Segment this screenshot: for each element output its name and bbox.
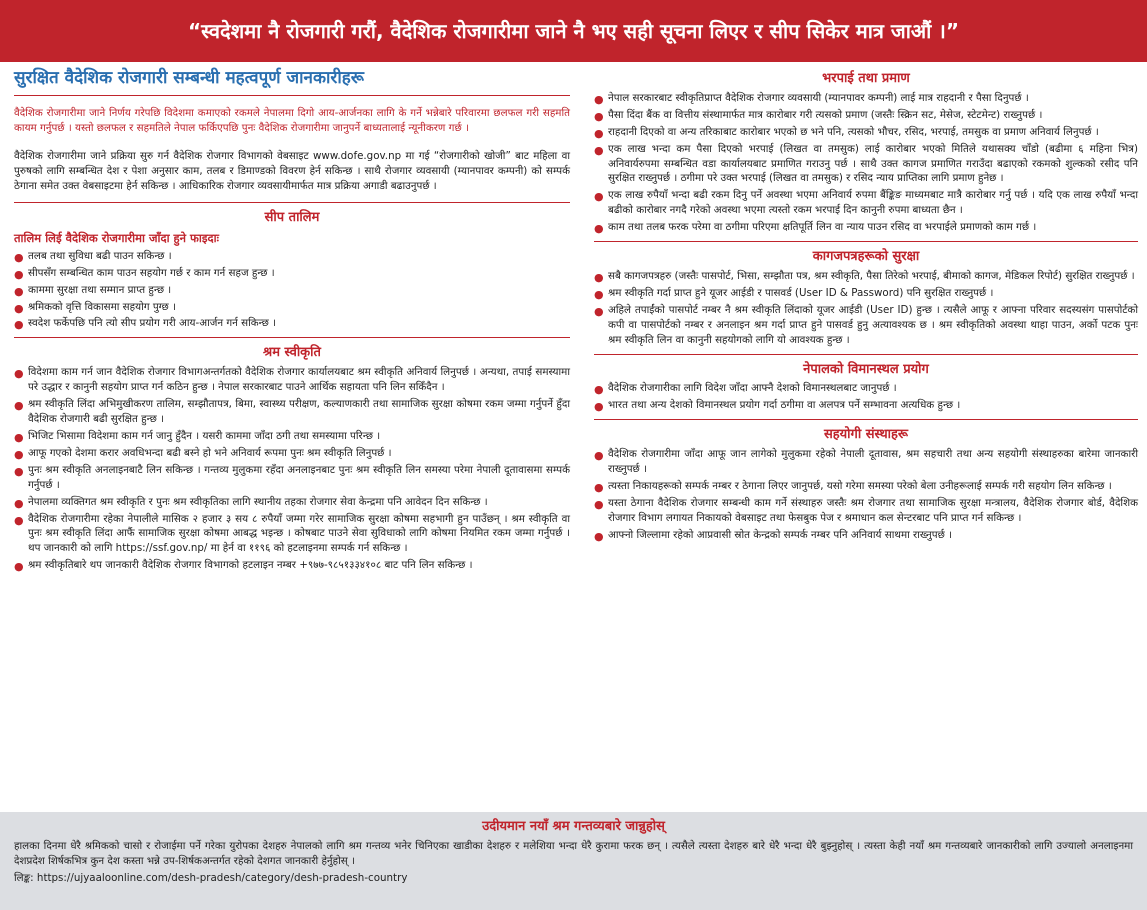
list-item <box>14 446 570 461</box>
list-item-text: सबै कागजपत्रहरु (जस्तैः पासपोर्ट, भिसा, सम्झौता पत्र, श्रम स्वीकृति, पैसा तिरेको भरपाई, बीमाको कागज, मेडिकल रिपोर्ट) सुरक्षित राख्नुपर्छ । <box>608 269 1135 282</box>
list-item <box>14 429 570 444</box>
bullet-icon: ● <box>14 301 24 315</box>
bullet-icon: ● <box>594 304 604 318</box>
support-list <box>594 447 1138 543</box>
list-item-text: यस्ता ठेगाना वैदेशिक रोजगार सम्बन्धी काम गर्ने संस्थाहरु जस्तैः श्रम रोजगार तथा सामाजिक सुरक्षा मन्त्रालय, वैदेशिक रोजगार बोर्ड, वैदेशिक रोजगार विभाग लगायत निकायको वेबसाइट तथा फेसबुक पेज र श्रमाधान कल सेन्टरबाट पनि प्राप्त गर्न सकिन्छ । <box>608 496 1138 524</box>
list-item-text: भिजिट भिसामा विदेशमा काम गर्न जानु हुँदैन । यसरी काममा जाँदा ठगी तथा समस्यामा परिन्छ । <box>28 429 381 442</box>
list-item <box>594 125 1138 140</box>
list-item <box>14 463 570 493</box>
airport-section-title: नेपालको विमानस्थल प्रयोग <box>803 361 929 377</box>
list-item <box>594 303 1138 348</box>
list-item-text: वैदेशिक रोजगारीमा जाँदा आफू जान लागेको मुलुकमा रहेको नेपाली दूतावास, श्रम सहचारी तथा अन्य सहयोगी संस्थाहरुका बारेमा जानकारी राख्नुपर्छ । <box>608 448 1138 476</box>
bullet-icon: ● <box>594 190 604 204</box>
list-item-text: अहिले तपाईंको पासपोर्ट नम्बर नै श्रम स्वीकृति लिंदाको यूजर आईडी (User ID) हुन्छ । त्यसैले आफू र आफ्ना परिवार सदस्यसंग पासपोर्टको कपी वा पासपोर्टको नम्बर र अनलाइन श्रम गर्दा प्राप्त हुने पासवर्ड हुनु अत्यावश्यक छ । श्रम स्वीकृतिको अवस्था थाहा पाउन, अर्को पटक पुनः श्रम स्वीकृति लिन वा कानुनी सहयोगको लागि यो आवश्यक हुन्छ । <box>608 303 1138 346</box>
bullet-icon: ● <box>14 464 24 478</box>
list-item-text: सीपसँग सम्बन्धित काम पाउन सहयोग गर्छ र काम गर्न सहज हुन्छ । <box>28 266 275 279</box>
list-item <box>14 300 570 315</box>
list-item-text: श्रम स्वीकृति लिंदा अभिमुखीकरण तालिम, सम्झौतापत्र, बिमा, स्वास्थ्य परीक्षण, कल्याणकारी तथा सामाजिक सुरक्षा कोषमा रकम जम्मा गर्नुपर्ने हुँदा वैदेशिक रोजगारी बढी सुरक्षित हुन्छ । <box>28 398 570 425</box>
bottom-info-box <box>0 812 1147 910</box>
list-item-text: नेपालमा व्यक्तिगत श्रम स्वीकृति र पुनः श्रम स्वीकृतिका लागि स्थानीय तहका रोजगार सेवा केन्द्रमा पनि आवेदन दिन सकिन्छ । <box>28 495 488 508</box>
docs-section-title: कागजपत्रहरूको सुरक्षा <box>812 249 920 265</box>
list-item <box>594 108 1138 123</box>
top-banner <box>0 0 1147 62</box>
section-divider <box>14 202 570 203</box>
list-item <box>594 496 1138 526</box>
list-item <box>14 512 570 557</box>
bullet-icon: ● <box>594 92 604 106</box>
list-item <box>14 495 570 510</box>
section-divider <box>594 419 1138 420</box>
bullet-icon: ● <box>14 496 24 510</box>
section-divider <box>594 241 1138 242</box>
list-item <box>594 269 1138 284</box>
section-divider <box>14 337 570 338</box>
list-item <box>594 188 1138 218</box>
title-divider <box>14 95 570 96</box>
list-item-text: विदेशमा काम गर्न जान वैदेशिक रोजगार विभागअन्तर्गतको वैदेशिक रोजगार कार्यालयबाट श्रम स्वीकृति अनिवार्य लिनुपर्छ । अन्यथा, तपाई समस्यामा परे उद्धार र कानुनी सहयोग प्राप्त गर्न कठिन हुन्छ । नेपाल सरकारबाट पाउने आर्थिक सहायता पनि लिन सकिँदैन । <box>28 366 570 394</box>
banner-text: “स्वदेशमा नै रोजगारी गरौं, वैदेशिक रोजगारीमा जाने नै भए सही सूचना लिएर र सीप सिकेर मात्र जाऔं ।” <box>187 18 960 43</box>
bullet-icon: ● <box>594 480 604 494</box>
bullet-icon: ● <box>14 447 24 461</box>
bullet-icon: ● <box>594 287 604 301</box>
skill-section-title: सीप तालिम <box>264 210 320 226</box>
bullet-icon: ● <box>594 383 604 397</box>
skill-list <box>14 249 570 332</box>
list-item <box>594 91 1138 106</box>
bullet-icon: ● <box>594 222 604 236</box>
permit-section-title: श्रम स्वीकृति <box>263 345 321 361</box>
list-item-text: श्रमिकको वृत्ति विकासमा सहयोग पुग्छ । <box>28 300 176 313</box>
list-item <box>14 249 570 264</box>
list-item <box>594 286 1138 301</box>
list-item <box>14 316 570 331</box>
list-item <box>14 558 570 573</box>
list-item-text: पुनः श्रम स्वीकृति अनलाइनबाटै लिन सकिन्छ । गन्तव्य मुलुकमा रहँदा अनलाइनबाट पुनः श्रम स्वीकृति लिन समस्या परेमा नेपाली दूतावासमा सम्पर्क गर्नुपर्छ । <box>28 463 570 491</box>
list-item-text: एक लाख रुपैयाँ भन्दा बढी रकम दिनु पर्ने अवस्था भएमा अनिवार्य रुपमा बैंङ्किङ माध्यमबाट मात्रै कारोबार गर्नु पर्छ । यदि एक लाख रुपैयाँ भन्दा बढीको कारोबार नगदै गरेको अवस्था भएमा त्यस्तो रकम भरपाई दिन कानुनी रुपमा बाध्यता छैन । <box>608 189 1138 217</box>
bottom-title: उदीयमान नयाँ श्रम गन्तव्यबारे जान्नुहोस् <box>482 819 665 834</box>
list-item-text: काममा सुरक्षा तथा सम्मान प्राप्त हुन्छ । <box>28 283 172 296</box>
list-item-text: त्यस्ता निकायहरूको सम्पर्क नम्बर र ठेगाना लिएर जानुपर्छ, यसो गरेमा समस्या परेको बेला उनीहरूलाई सम्पर्क गरी सहयोग लिन सकिन्छ । <box>608 479 1112 492</box>
list-item <box>14 365 570 395</box>
bullet-icon: ● <box>594 449 604 463</box>
list-item <box>14 266 570 281</box>
list-item <box>594 220 1138 235</box>
list-item <box>594 528 1138 543</box>
list-item-text: तलब तथा सुविधा बढी पाउन सकिन्छ । <box>28 249 172 262</box>
support-section-title: सहयोगी संस्थाहरू <box>823 427 909 443</box>
bullet-icon: ● <box>594 497 604 511</box>
bullet-icon: ● <box>594 126 604 140</box>
bullet-icon: ● <box>14 284 24 298</box>
list-item-text: नेपाल सरकारबाट स्वीकृतिप्राप्त वैदेशिक रोजगार व्यवसायी (म्यानपावर कम्पनी) लाई मात्र राहदानी र पैसा दिनुपर्छ । <box>608 91 1029 104</box>
page-title: सुरक्षित वैदेशिक रोजगारी सम्बन्धी महत्वपूर्ण जानकारीहरू <box>14 68 365 88</box>
bottom-text: हालका दिनमा धेरै श्रमिकको चासो र रोजाईमा पर्ने गरेका युरोपका देशहरु नेपालको लागि श्रम गन्तव्य भनेर चिनिएका खाडीका देशहरु र मलेशिया भन्दा धेरै कुरामा फरक छन् । त्यसैले त्यस्ता देशहरु बारे धेरै भन्दा धेरै बुझ्नुहोस् । त्यस्ता केही नयाँ श्रम गन्तव्यबारे जानकारीको लागि उज्यालो अनलाइनमा देशप्रदेश शिर्षकभित्र कुन देश कस्ता भन्ने उप-शिर्षकअन्तर्गत रहेको देशगत जानकारी हेर्नुहोस् । <box>14 839 1133 867</box>
bullet-icon: ● <box>14 430 24 444</box>
bullet-icon: ● <box>14 367 24 381</box>
list-item-text: पैसा दिंदा बैंक वा वित्तीय संस्थामार्फत मात्र कारोबार गरी त्यसको प्रमाण (जस्तैः स्क्रिन सट, मेसेज, स्टेटमेन्ट) राख्नुपर्छ । <box>608 108 1043 121</box>
list-item-text: आफू गएको देशमा करार अवधिभन्दा बढी बस्ने हो भने अनिवार्य रूपमा पुनः श्रम स्वीकृति लिनुपर्छ । <box>28 446 392 459</box>
list-item <box>594 479 1138 494</box>
bullet-icon: ● <box>14 399 24 413</box>
payment-list <box>594 91 1138 235</box>
list-item-text: श्रम स्वीकृति गर्दा प्राप्त हुने यूजर आईडी र पासवर्ड (User ID & Password) पनि सुरक्षित राख्नुपर्छ । <box>608 286 994 299</box>
list-item <box>594 447 1138 477</box>
bullet-icon: ● <box>594 529 604 543</box>
list-item-text: आफ्नो जिल्लामा रहेको आप्रवासी स्रोत केन्द्रको सम्पर्क नम्बर पनि अनिवार्य साथमा राख्नुपर्छ । <box>608 528 952 541</box>
list-item <box>14 283 570 298</box>
bullet-icon: ● <box>14 318 24 332</box>
list-item-text: श्रम स्वीकृतिबारे थप जानकारी वैदेशिक रोजगार विभागको हटलाइन नम्बर +९७७-९८५१३३४१०८ बाट पनि लिन सकिन्छ । <box>28 559 473 572</box>
list-item-text: वैदेशिक रोजगारीका लागि विदेश जाँदा आफ्नै देशको विमानस्थलबाट जानुपर्छ । <box>608 382 897 395</box>
list-item-text: राहदानी दिएको वा अन्य तरिकाबाट कारोबार भएको छ भने पनि, त्यसको भौचर, रसिद, भरपाई, तमसुक वा प्रमाण अनिवार्य लिनुपर्छ । <box>608 125 1099 138</box>
permit-list <box>14 365 570 573</box>
right-column <box>594 66 1138 545</box>
section-divider <box>594 354 1138 355</box>
bullet-icon: ● <box>14 513 24 527</box>
bullet-icon: ● <box>594 143 604 157</box>
list-item <box>594 398 1138 413</box>
list-item <box>594 142 1138 187</box>
airport-list <box>594 381 1138 413</box>
bullet-icon: ● <box>594 400 604 414</box>
list-item-text: काम तथा तलब फरक परेमा वा ठगीमा परिएमा क्षतिपूर्ति लिन वा न्याय पाउन रसिद वा भरपाईले प्रमाणको काम गर्छ । <box>608 221 1037 234</box>
docs-list <box>594 269 1138 348</box>
link-label: लिङ्क: <box>14 871 34 884</box>
bullet-icon: ● <box>14 250 24 264</box>
bullet-icon: ● <box>594 270 604 284</box>
process-paragraph: वैदेशिक रोजगारीमा जाने प्रक्रिया सुरु गर्न वैदेशिक रोजगार विभागको वेबसाइट www.dofe.gov.np मा गई “रोजगारीको खोजी” बाट महिला वा पुरुषको लागि सम्बन्धित देश र पेशा अनुसार काम, तलब र डिमाण्डको विवरण हेर्न सकिन्छ । साथै रोजगार व्यवसायी (म्यानपावर कम्पनी) को सम्पर्क ठेगाना समेत उक्त वेबसाइटमा हेर्न सकिन्छ । आधिकारिक रोजगार व्यवसायीमार्फत मात्र प्रक्रिया अगाडी बढाउनुपर्छ । <box>14 150 570 193</box>
list-item-text: भारत तथा अन्य देशको विमानस्थल प्रयोग गर्दा ठगीमा वा अलपत्र पर्ने सम्भावना अत्यधिक हुन्छ । <box>608 399 961 412</box>
list-item-text: वैदेशिक रोजगारीमा रहेका नेपालीले मासिक २ हजार ३ सय ८ रुपैयाँ जम्मा गरेर सामाजिक सुरक्षा कोषमा सहभागी हुन पाउँछन् । श्रम स्वीकृति वा पुनः श्रम स्वीकृति लिंदा आफैं सामाजिक सुरक्षा कोषमा आबद्ध भइन्छ । कोषबाट पाउने सेवा सुविधाको लागि कोषमा नियमित रकम जम्मा गर्नुपर्छ । थप जानकारी को लागि https://ssf.gov.np/ मा हेर्न वा ११९६ को हटलाइनमा सम्पर्क गर्न सकिन्छ । <box>28 512 570 555</box>
payment-section-title: भरपाई तथा प्रमाण <box>822 71 910 86</box>
list-item-text: एक लाख भन्दा कम पैसा दिएको भरपाई (लिखत वा तमसुक) लाई कारोबार भएको मितिले यथासक्य चाँडो (बढीमा ६ महिना भित्र) अनिवार्यरुपमा सम्बन्धित वडा कार्यालयबाट प्रमाणित गराउनु पर्छ । साथै उक्त कागज प्रमाणित गराउँदा बढाएको रकमको शुल्कको रसीद पनि सुरक्षित राख्नुपर्छ । ठगीमा परे उक्त भरपाई (लिखत वा तमसुक) र रसिद न्याय प्राप्तिका लागि प्रमाण हुनेछ । <box>608 142 1138 185</box>
left-column <box>14 66 570 575</box>
bullet-icon: ● <box>14 560 24 574</box>
ujyaalo-link[interactable]: https://ujyaaloonline.com/desh-pradesh/category/desh-pradesh-country <box>36 871 408 884</box>
list-item-text: स्वदेश फर्केपछि पनि त्यो सीप प्रयोग गरी आय-आर्जन गर्न सकिन्छ । <box>28 317 277 330</box>
link-line <box>14 871 1133 886</box>
bullet-icon: ● <box>594 109 604 123</box>
list-item <box>594 381 1138 396</box>
skill-subtitle: तालिम लिई वैदेशिक रोजगारीमा जाँदा हुने फाइदाः <box>14 231 219 246</box>
intro-paragraph: वैदेशिक रोजगारीमा जाने निर्णय गरेपछि विदेशमा कमाएको रकमले नेपालमा दिगो आय-आर्जनका लागि के गर्ने भन्नेबारे परिवारमा छलफल गरी सहमति कायम गर्नुपर्छ । यस्तो छलफल र सहमतिले नेपाल फर्किएपछि पुनः वैदेशिक रोजगारीमा जानुपर्ने बाध्यतालाई न्यूनीकरण गर्छ । <box>14 106 570 134</box>
list-item <box>14 397 570 427</box>
bullet-icon: ● <box>14 267 24 281</box>
